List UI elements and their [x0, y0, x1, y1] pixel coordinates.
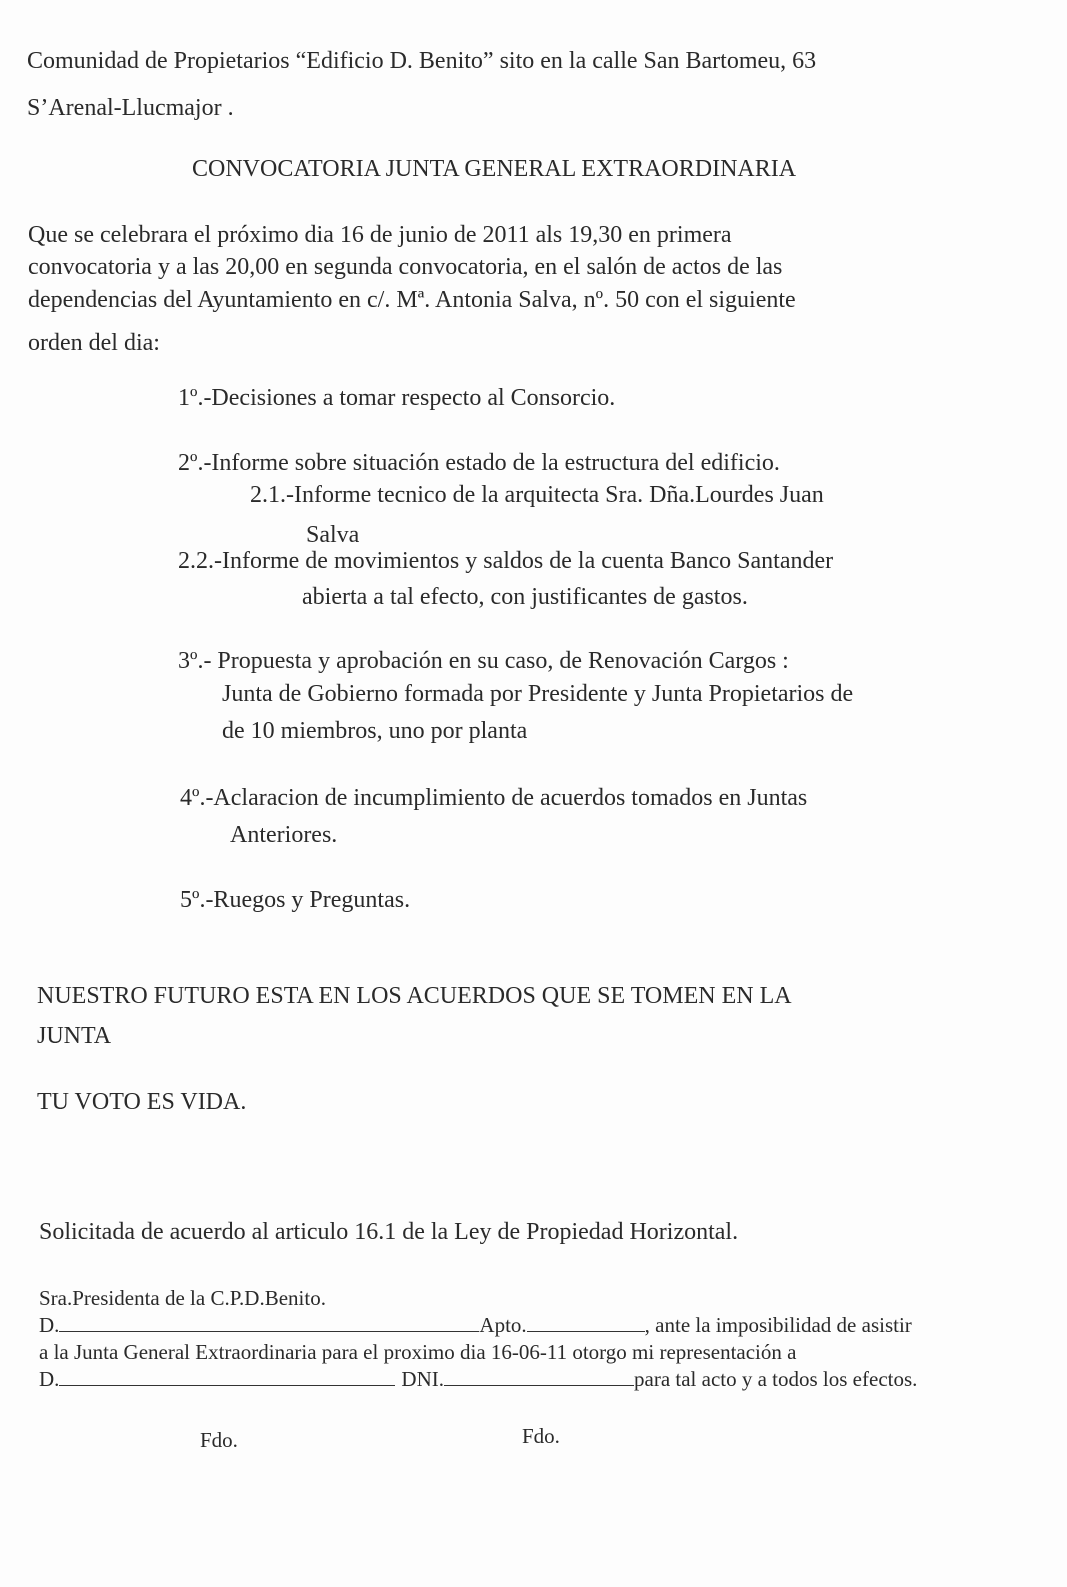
agenda-item-3-line-3: de 10 miembros, uno por planta — [222, 718, 528, 744]
proxy-line-3 — [39, 1367, 917, 1392]
apartment-field[interactable] — [527, 1313, 645, 1332]
agenda-item-3-line-2: Junta de Gobierno formada por Presidente y Junta Propietarios de — [222, 681, 854, 707]
owner-name-field[interactable] — [59, 1313, 479, 1332]
agenda-item-2-1: 2.1.-Informe tecnico de la arquitecta Sra. Dña.Lourdes Juan — [250, 482, 824, 508]
agenda-item-5: 5º.-Ruegos y Preguntas. — [180, 887, 411, 913]
proxy-line-2: a la Junta General Extraordinaria para el proximo dia 16-06-11 otorgo mi representación a — [39, 1340, 797, 1364]
d2-label: D. — [39, 1367, 60, 1391]
intro-line-4: orden del dia: — [28, 330, 160, 356]
agenda-item-2-2: 2.2.-Informe de movimientos y saldos de la cuenta Banco Santander — [178, 548, 834, 574]
agenda-item-4-cont: Anteriores. — [230, 822, 338, 848]
intro-line-3: dependencias del Ayuntamiento en c/. Mª. Antonia Salva, nº. 50 con el siguiente — [28, 287, 796, 313]
slogan-line-2: JUNTA — [37, 1023, 112, 1049]
efectos-text: para tal acto y a todos los efectos. — [634, 1367, 918, 1391]
document-title: CONVOCATORIA JUNTA GENERAL EXTRAORDINARIA — [192, 156, 797, 182]
intro-line-2: convocatoria y a las 20,00 en segunda convocatoria, en el salón de actos de las — [28, 254, 783, 280]
agenda-item-1: 1º.-Decisiones a tomar respecto al Consorcio. — [178, 385, 616, 411]
agenda-item-2-2-cont: abierta a tal efecto, con justificantes de gastos. — [302, 584, 748, 610]
legal-basis: Solicitada de acuerdo al articulo 16.1 de la Ley de Propiedad Horizontal. — [39, 1219, 739, 1245]
signature-2: Fdo. — [522, 1424, 560, 1448]
header-line-1: Comunidad de Propietarios “Edificio D. Benito” sito en la calle San Bartomeu, 63 — [27, 48, 817, 74]
proxy-addressee: Sra.Presidenta de la C.P.D.Benito. — [39, 1286, 326, 1310]
agenda-item-2-1-cont: Salva — [306, 522, 360, 548]
representative-name-field[interactable] — [59, 1367, 395, 1386]
asistir-text: , ante la imposibilidad de asistir — [644, 1313, 912, 1337]
proxy-line-1 — [39, 1313, 912, 1338]
slogan-line-3: TU VOTO ES VIDA. — [37, 1089, 247, 1115]
intro-line-1: Que se celebrara el próximo dia 16 de junio de 2011 als 19,30 en primera — [28, 222, 732, 248]
signature-1: Fdo. — [200, 1428, 238, 1452]
agenda-item-4: 4º.-Aclaracion de incumplimiento de acuerdos tomados en Juntas — [180, 785, 808, 811]
dni-label: DNI. — [401, 1367, 444, 1391]
dni-field[interactable] — [444, 1367, 634, 1386]
agenda-item-2: 2º.-Informe sobre situación estado de la estructura del edificio. — [178, 450, 780, 476]
slogan-line-1: NUESTRO FUTURO ESTA EN LOS ACUERDOS QUE SE TOMEN EN LA — [37, 983, 792, 1009]
d-label: D. — [39, 1313, 60, 1337]
header-line-2: S’Arenal-Llucmajor . — [27, 95, 234, 121]
apto-label: Apto. — [479, 1313, 527, 1337]
agenda-item-3: 3º.- Propuesta y aprobación en su caso, de Renovación Cargos : — [178, 648, 789, 674]
